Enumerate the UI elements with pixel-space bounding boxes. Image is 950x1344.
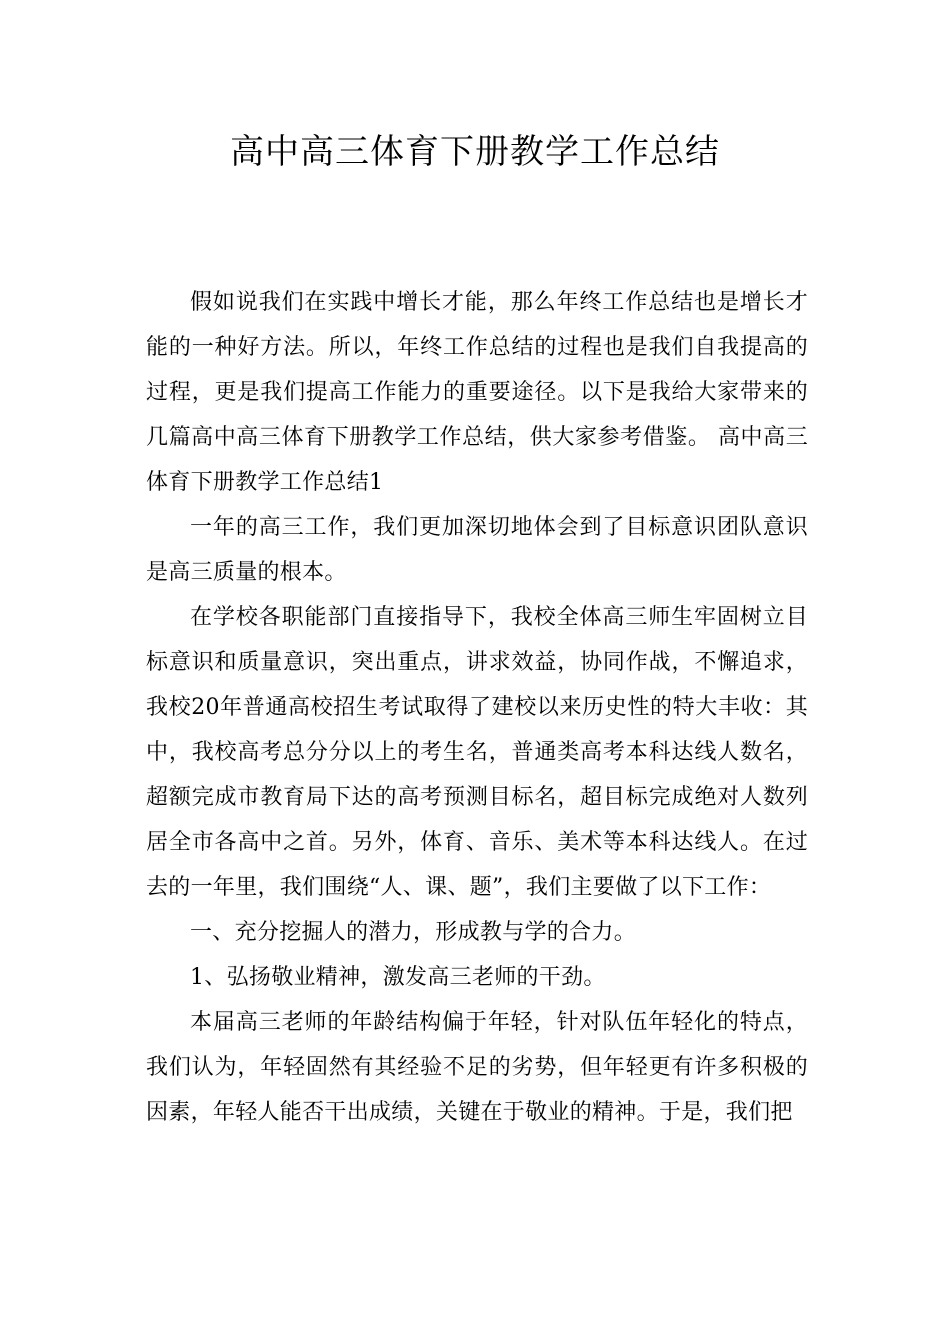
document-body	[146, 280, 808, 1135]
paragraph-intro: 假如说我们在实践中增长才能，那么年终工作总结也是增长才能的一种好方法。所以，年终工作总结的过程也是我们自我提高的过程，更是我们提高工作能力的重要途径。以下是我给大家带来的几篇高中高三体育下册教学工作总结，供大家参考借鉴。 高中高三体育下册教学工作总结1	[146, 290, 808, 495]
paragraph-section-one-heading: 一、充分挖掘人的潜力，形成教与学的合力。	[190, 920, 637, 945]
paragraph-exam-results: 在学校各职能部门直接指导下，我校全体高三师生牢固树立目标意识和质量意识，突出重点，讲求效益，协同作战，不懈追求，我校20年普通高校招生考试取得了建校以来历史性的特大丰收：其中，我校高考总分分以上的考生名，普通类高考本科达线人数名，超额完成市教育局下达的高考预测目标名，超目标完成绝对人数列居全市各高中之首。另外，体育、音乐、美术等本科达线人。在过去的一年里，我们围绕“人、课、题”，我们主要做了以下工作：	[146, 605, 808, 900]
paragraph-item-one-heading: 1、弘扬敬业精神，激发高三老师的干劲。	[190, 965, 606, 990]
paragraph-young-teachers: 本届高三老师的年龄结构偏于年轻，针对队伍年轻化的特点，我们认为，年轻固然有其经验不足的劣势，但年轻更有许多积极的因素，年轻人能否干出成绩，关键在于敬业的精神。于是，我们把	[146, 1010, 808, 1125]
document-title: 高中高三体育下册教学工作总结	[230, 132, 720, 172]
paragraph-target-awareness: 一年的高三工作，我们更加深切地体会到了目标意识团队意识是高三质量的根本。	[146, 515, 808, 585]
